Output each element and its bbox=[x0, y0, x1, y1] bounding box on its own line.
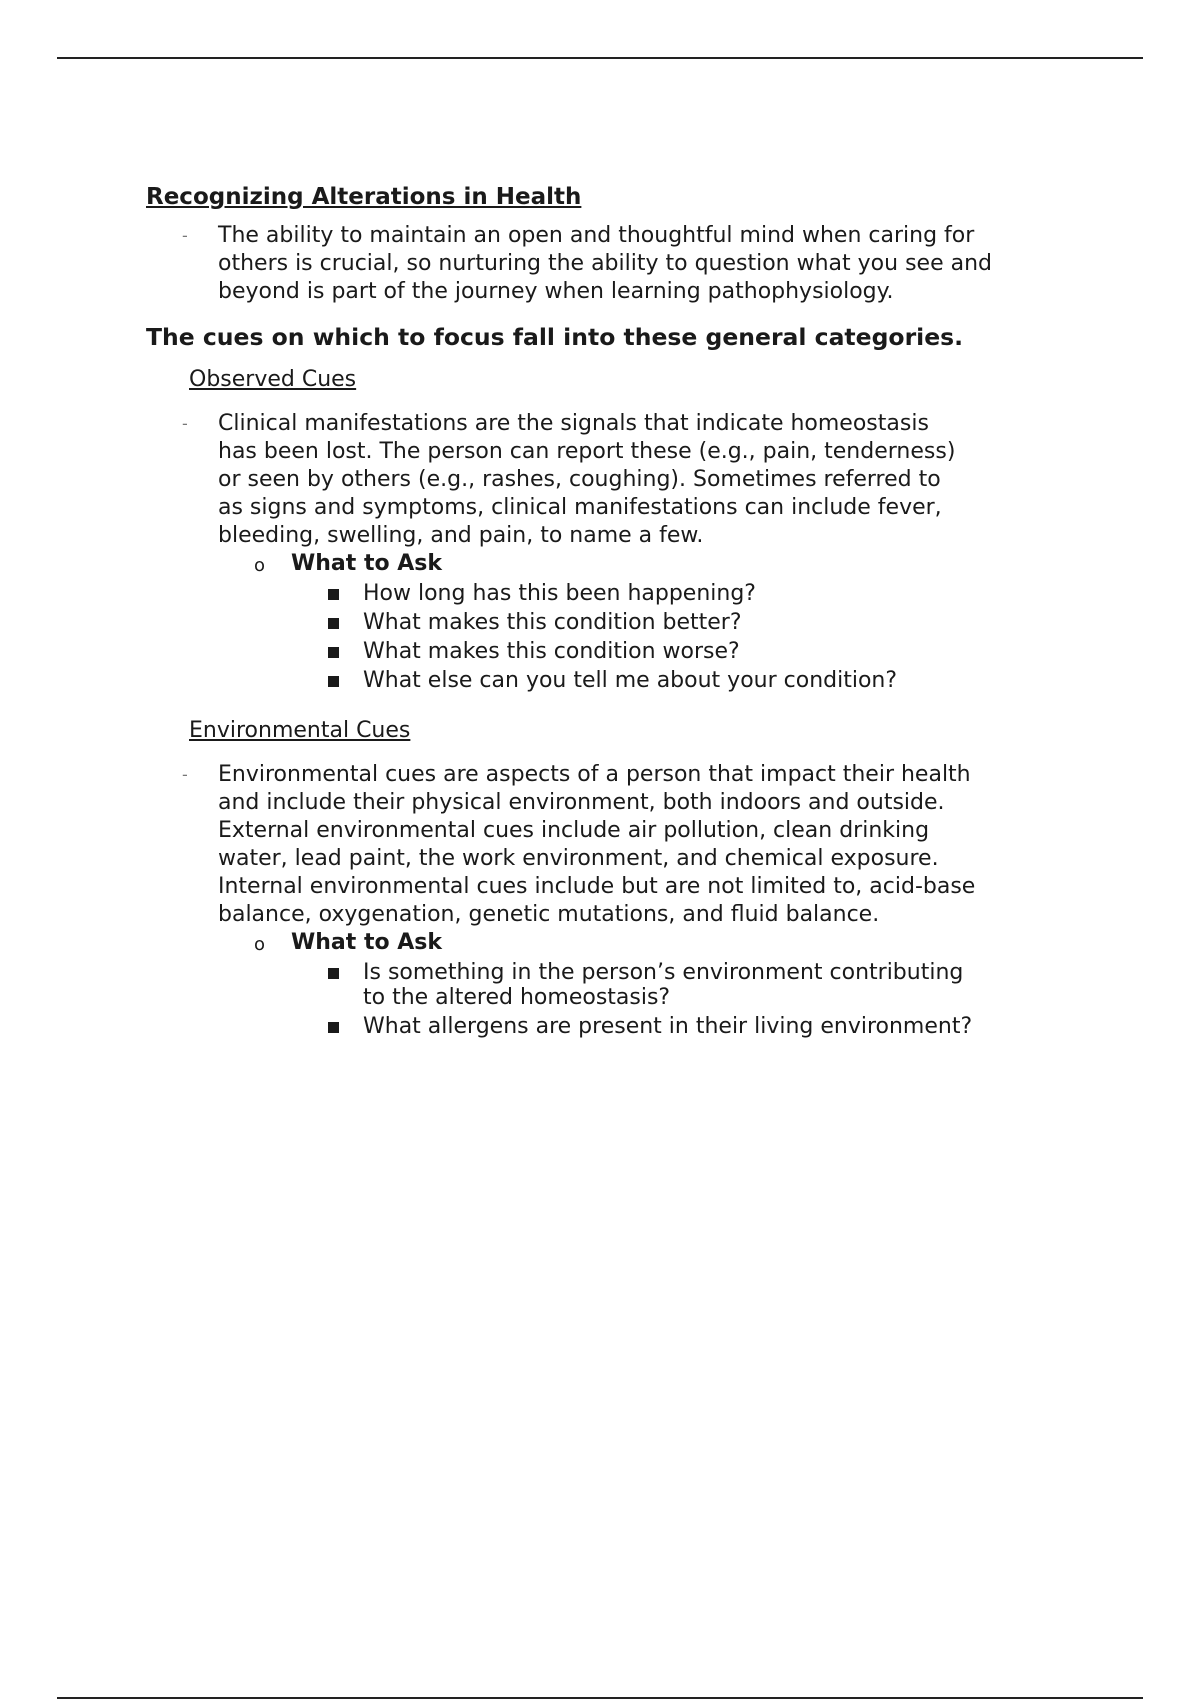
header-rule bbox=[57, 57, 1143, 59]
observed-cues-heading: Observed Cues bbox=[189, 367, 357, 392]
environmental-paragraph bbox=[146, 761, 1096, 929]
question-item bbox=[146, 639, 1096, 664]
observed-line: Clinical manifestations are the signals that indicate homeostasis bbox=[218, 411, 929, 436]
square-bullet-icon bbox=[328, 589, 339, 600]
environmental-line: water, lead paint, the work environment, and chemical exposure. bbox=[218, 846, 939, 871]
observed-paragraph bbox=[146, 410, 1096, 550]
cues-heading: The cues on which to focus fall into these general categories. bbox=[146, 323, 964, 351]
environmental-line: Environmental cues are aspects of a person that impact their health bbox=[218, 762, 971, 787]
circle-bullet: o bbox=[254, 934, 266, 955]
dash-bullet: - bbox=[182, 226, 188, 245]
environmental-what-to-ask bbox=[146, 929, 1096, 957]
environmental-cues-heading: Environmental Cues bbox=[189, 718, 411, 743]
page-title: Recognizing Alterations in Health bbox=[146, 184, 582, 210]
question-item bbox=[146, 668, 1096, 693]
observed-line: or seen by others (e.g., rashes, coughing). Sometimes referred to bbox=[218, 467, 941, 492]
intro-line: The ability to maintain an open and thoughtful mind when caring for bbox=[218, 223, 975, 248]
square-bullet-icon bbox=[328, 676, 339, 687]
environmental-line: Internal environmental cues include but are not limited to, acid-base bbox=[218, 874, 976, 899]
intro-line: others is crucial, so nurturing the ability to question what you see and bbox=[218, 251, 992, 276]
question-text: What makes this condition better? bbox=[363, 610, 742, 635]
square-bullet-icon bbox=[328, 1022, 339, 1033]
circle-bullet: o bbox=[254, 555, 266, 576]
observed-line: as signs and symptoms, clinical manifestations can include fever, bbox=[218, 495, 942, 520]
what-to-ask-label: What to Ask bbox=[291, 551, 442, 576]
question-text: What makes this condition worse? bbox=[363, 639, 740, 664]
environmental-line: and include their physical environment, both indoors and outside. bbox=[218, 790, 945, 815]
question-item bbox=[146, 610, 1096, 635]
observed-line: bleeding, swelling, and pain, to name a few. bbox=[218, 523, 704, 548]
question-text: What allergens are present in their living environment? bbox=[363, 1014, 973, 1039]
intro-line: beyond is part of the journey when learning pathophysiology. bbox=[218, 279, 894, 304]
footer-rule bbox=[57, 1697, 1143, 1699]
question-item bbox=[146, 581, 1096, 606]
question-text: How long has this been happening? bbox=[363, 581, 756, 606]
question-item bbox=[146, 960, 1096, 1010]
square-bullet-icon bbox=[328, 968, 339, 979]
what-to-ask-label: What to Ask bbox=[291, 930, 442, 955]
observed-what-to-ask bbox=[146, 550, 1096, 578]
intro-paragraph bbox=[146, 222, 1096, 306]
dash-bullet: - bbox=[182, 414, 188, 433]
question-text: to the altered homeostasis? bbox=[363, 985, 671, 1010]
observed-line: has been lost. The person can report these (e.g., pain, tenderness) bbox=[218, 439, 956, 464]
spacer bbox=[146, 697, 1096, 717]
environmental-line: External environmental cues include air pollution, clean drinking bbox=[218, 818, 930, 843]
question-text: Is something in the person’s environment contributing bbox=[363, 960, 964, 985]
square-bullet-icon bbox=[328, 618, 339, 629]
square-bullet-icon bbox=[328, 647, 339, 658]
question-text: What else can you tell me about your condition? bbox=[363, 668, 898, 693]
environmental-line: balance, oxygenation, genetic mutations, and fluid balance. bbox=[218, 902, 880, 927]
question-item bbox=[146, 1014, 1096, 1039]
dash-bullet: - bbox=[182, 765, 188, 784]
document-body bbox=[146, 182, 1096, 1043]
